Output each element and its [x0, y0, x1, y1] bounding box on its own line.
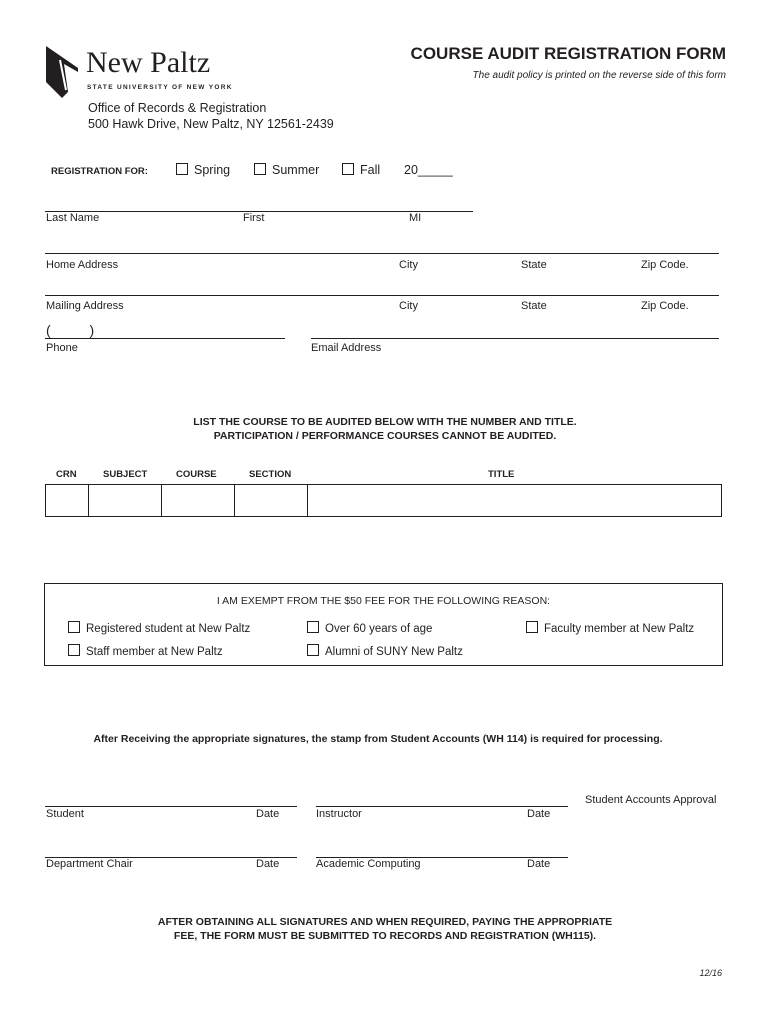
- instructor-date-label: Date: [527, 808, 551, 820]
- over60-label: Over 60 years of age: [325, 623, 433, 635]
- course-cell[interactable]: [162, 485, 235, 517]
- student-label: Student: [46, 808, 84, 820]
- exempt-option-alumni[interactable]: [307, 644, 463, 658]
- course-header: COURSE: [176, 469, 217, 480]
- registered-checkbox[interactable]: [68, 621, 80, 633]
- phone-label: Phone: [46, 342, 78, 354]
- email-label: Email Address: [311, 342, 382, 354]
- course-table: [45, 484, 722, 517]
- mailing-state-label: State: [521, 300, 547, 312]
- crn-cell[interactable]: [46, 485, 89, 517]
- email-line[interactable]: [311, 338, 719, 339]
- crn-header: CRN: [56, 469, 77, 480]
- footer-instruction-1: AFTER OBTAINING ALL SIGNATURES AND WHEN REQUIRED, PAYING THE APPROPRIATE: [157, 916, 613, 928]
- stamp-note: After Receiving the appropriate signatures, the stamp from Student Accounts (WH 114) is required for processing.: [93, 733, 663, 745]
- fall-checkbox[interactable]: [342, 163, 354, 175]
- faculty-checkbox[interactable]: [526, 621, 538, 633]
- mailing-city-label: City: [399, 300, 418, 312]
- mailing-address-line[interactable]: [45, 295, 719, 296]
- logo-subtitle: STATE UNIVERSITY OF NEW YORK: [87, 84, 233, 91]
- home-city-label: City: [399, 259, 418, 271]
- logo-mark-icon: [44, 46, 80, 98]
- office-address: 500 Hawk Drive, New Paltz, NY 12561-2439: [88, 117, 334, 131]
- faculty-label: Faculty member at New Paltz: [544, 623, 695, 635]
- form-title: COURSE AUDIT REGISTRATION FORM: [410, 44, 726, 63]
- subject-cell[interactable]: [89, 485, 162, 517]
- footer-instruction-2: FEE, THE FORM MUST BE SUBMITTED TO RECORDS AND REGISTRATION (WH115).: [173, 930, 597, 942]
- home-state-label: State: [521, 259, 547, 271]
- last-name-label: Last Name: [46, 212, 100, 224]
- exempt-option-registered[interactable]: [68, 621, 250, 635]
- table-row: [46, 485, 722, 517]
- section-header: SECTION: [249, 469, 292, 480]
- staff-checkbox[interactable]: [68, 644, 80, 656]
- new-paltz-logo: [44, 46, 234, 100]
- home-zip-label: Zip Code.: [641, 259, 689, 271]
- summer-checkbox[interactable]: [254, 163, 266, 175]
- phone-area-code: ( ): [46, 322, 95, 338]
- mi-label: MI: [409, 212, 422, 224]
- logo-name: New Paltz: [86, 46, 211, 79]
- section-cell[interactable]: [235, 485, 308, 517]
- subject-header: SUBJECT: [103, 469, 148, 480]
- spring-label: Spring: [194, 163, 231, 177]
- exempt-option-over60[interactable]: [307, 621, 432, 635]
- spring-checkbox[interactable]: [176, 163, 188, 175]
- course-instruction-1: LIST THE COURSE TO BE AUDITED BELOW WITH THE NUMBER AND TITLE.: [193, 416, 577, 428]
- exempt-option-staff[interactable]: [68, 644, 223, 658]
- chair-date-label: Date: [256, 858, 280, 870]
- academic-computing-label: Academic Computing: [316, 858, 421, 870]
- title-header: TITLE: [488, 469, 515, 480]
- registration-label: REGISTRATION FOR:: [51, 166, 148, 177]
- exempt-heading: I AM EXEMPT FROM THE $50 FEE FOR THE FOLLOWING REASON:: [216, 595, 551, 607]
- summer-option[interactable]: [254, 163, 319, 177]
- fall-option[interactable]: [342, 163, 380, 177]
- first-name-label: First: [243, 212, 265, 224]
- registered-label: Registered student at New Paltz: [86, 623, 251, 635]
- staff-label: Staff member at New Paltz: [86, 646, 223, 658]
- office-name: Office of Records & Registration: [88, 101, 267, 115]
- mailing-address-label: Mailing Address: [46, 300, 124, 312]
- year-field[interactable]: 20_____: [404, 163, 453, 177]
- student-date-label: Date: [256, 808, 280, 820]
- exempt-box: [44, 583, 723, 666]
- home-address-label: Home Address: [46, 259, 119, 271]
- form-subtitle: The audit policy is printed on the reverse side of this form: [472, 70, 726, 81]
- over60-checkbox[interactable]: [307, 621, 319, 633]
- phone-line[interactable]: [45, 338, 285, 339]
- alumni-label: Alumni of SUNY New Paltz: [325, 646, 463, 658]
- mailing-zip-label: Zip Code.: [641, 300, 689, 312]
- department-chair-label: Department Chair: [46, 858, 133, 870]
- summer-label: Summer: [272, 163, 320, 177]
- computing-date-label: Date: [527, 858, 551, 870]
- student-signature-line[interactable]: [45, 806, 297, 807]
- student-accounts-approval-label: Student Accounts Approval: [585, 794, 717, 806]
- instructor-label: Instructor: [316, 808, 362, 820]
- course-instruction-2: PARTICIPATION / PERFORMANCE COURSES CANNOT BE AUDITED.: [213, 430, 557, 442]
- fall-label: Fall: [360, 163, 381, 177]
- title-cell[interactable]: [308, 485, 722, 517]
- spring-option[interactable]: [176, 163, 230, 177]
- home-address-line[interactable]: [45, 253, 719, 254]
- instructor-signature-line[interactable]: [316, 806, 568, 807]
- alumni-checkbox[interactable]: [307, 644, 319, 656]
- exempt-option-faculty[interactable]: [526, 621, 694, 635]
- form-version: 12/16: [699, 968, 722, 978]
